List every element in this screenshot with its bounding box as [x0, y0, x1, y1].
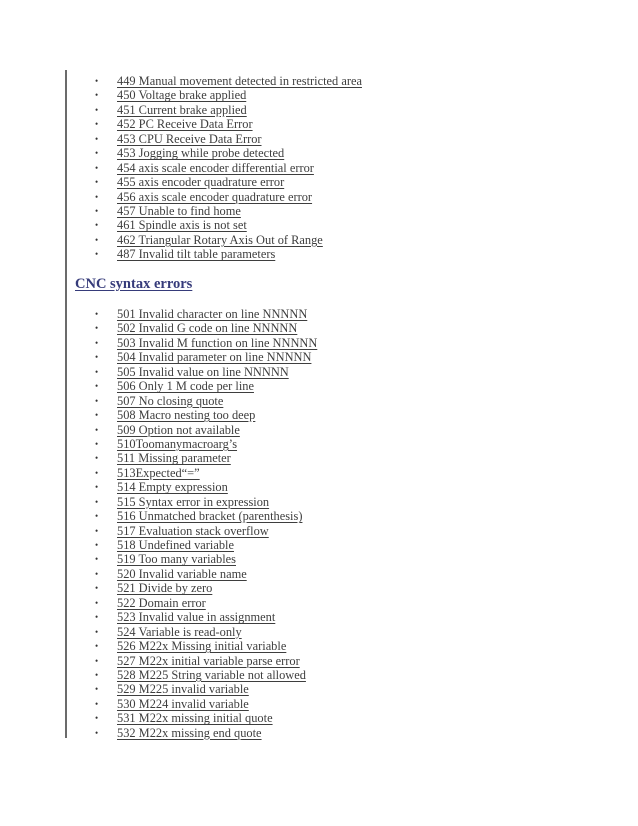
bullet-icon: •: [95, 249, 99, 260]
error-entry-link[interactable]: 513Expected“=”: [117, 465, 200, 480]
bullet-icon: •: [95, 467, 99, 478]
section-heading-cnc-syntax: CNC syntax errors: [75, 276, 193, 292]
error-entry-link[interactable]: 517 Evaluation stack overflow: [117, 523, 269, 538]
error-entry-link[interactable]: 509 Option not available: [117, 422, 240, 437]
error-entry-link[interactable]: 502 Invalid G code on line NNNNN: [117, 321, 298, 336]
error-entry-link[interactable]: 519 Too many variables: [117, 552, 236, 567]
bullet-icon: •: [95, 424, 99, 435]
error-entry-link[interactable]: 461 Spindle axis is not set: [117, 218, 247, 233]
bullet-icon: •: [95, 540, 99, 550]
error-entry-link[interactable]: 520 Invalid variable name: [117, 566, 247, 581]
error-entry-link[interactable]: 487 Invalid tilt table parameters: [117, 247, 276, 262]
error-entry-link[interactable]: 452 PC Receive Data Error: [117, 117, 253, 132]
bullet-icon: •: [95, 713, 99, 724]
error-entry-link[interactable]: 453 Jogging while probe detected: [117, 146, 285, 161]
error-entry-link[interactable]: 518 Undefined variable: [117, 538, 234, 552]
error-entry-link[interactable]: 510Toomanymacroarg’s: [117, 436, 238, 451]
bullet-icon: •: [95, 525, 99, 536]
bullet-icon: •: [95, 76, 99, 86]
bullet-icon: •: [95, 205, 99, 216]
bullet-icon: •: [95, 597, 99, 608]
bullet-icon: •: [95, 496, 99, 507]
error-entry-link[interactable]: 528 M225 String variable not allowed: [117, 667, 306, 682]
bullet-icon: •: [95, 612, 99, 623]
bullet-icon: •: [95, 234, 99, 245]
bullet-icon: •: [95, 323, 99, 334]
error-entry-link[interactable]: 531 M22x missing initial quote: [117, 711, 273, 726]
error-entry-link[interactable]: 449 Manual movement detected in restricted area: [117, 74, 362, 88]
bullet-icon: •: [95, 366, 99, 377]
error-entry-link[interactable]: 524 Variable is read-only: [117, 624, 242, 639]
error-entry-link[interactable]: 521 Divide by zero: [117, 581, 213, 596]
bullet-icon: •: [95, 148, 99, 159]
bullet-icon: •: [95, 669, 99, 680]
error-entry-link[interactable]: 506 Only 1 M code per line: [117, 379, 254, 394]
bullet-icon: •: [95, 309, 99, 319]
bullet-icon: •: [95, 583, 99, 594]
bullet-icon: •: [95, 177, 99, 188]
bullet-icon: •: [95, 337, 99, 348]
error-entry-link[interactable]: 523 Invalid value in assignment: [117, 610, 276, 625]
error-entry-link[interactable]: 515 Syntax error in expression: [117, 494, 270, 509]
bullet-icon: •: [95, 511, 99, 522]
bullet-icon: •: [95, 162, 99, 173]
error-entry-link[interactable]: 456 axis scale encoder quadrature error: [117, 189, 313, 204]
bullet-icon: •: [95, 568, 99, 579]
error-entry-link[interactable]: 508 Macro nesting too deep: [117, 408, 256, 423]
bullet-icon: •: [95, 381, 99, 392]
error-entry-link[interactable]: 526 M22x Missing initial variable: [117, 639, 287, 654]
error-entry-link[interactable]: 462 Triangular Rotary Axis Out of Range: [117, 232, 323, 247]
bullet-icon: •: [95, 133, 99, 144]
error-entry-link[interactable]: 505 Invalid value on line NNNNN: [117, 364, 289, 379]
error-entry-link[interactable]: 503 Invalid M function on line NNNNN: [117, 335, 318, 350]
bullet-icon: •: [95, 438, 99, 449]
error-entry-link[interactable]: 522 Domain error: [117, 595, 206, 610]
bullet-icon: •: [95, 626, 99, 637]
bullet-icon: •: [95, 191, 99, 202]
bullet-icon: •: [95, 104, 99, 115]
error-entry-link[interactable]: 529 M225 invalid variable: [117, 682, 249, 697]
error-entry-link[interactable]: 504 Invalid parameter on line NNNNN: [117, 350, 312, 365]
error-entry-link[interactable]: 514 Empty expression: [117, 480, 228, 495]
bullet-icon: •: [95, 554, 99, 565]
error-entry-link[interactable]: 527 M22x initial variable parse error: [117, 653, 300, 668]
bullet-icon: •: [95, 655, 99, 666]
bullet-icon: •: [95, 641, 99, 652]
error-entry-link[interactable]: 455 axis encoder quadrature error: [117, 175, 285, 190]
bullet-icon: •: [95, 220, 99, 231]
bullet-icon: •: [95, 698, 99, 709]
bullet-icon: •: [95, 410, 99, 421]
error-entry-link[interactable]: 501 Invalid character on line NNNNN: [117, 307, 308, 321]
error-entry-link[interactable]: 507 No closing quote: [117, 393, 224, 408]
bullet-icon: •: [95, 90, 99, 101]
error-entry-link[interactable]: 454 axis scale encoder differential error: [117, 160, 314, 175]
error-entry-link[interactable]: 511 Missing parameter: [117, 451, 231, 466]
bullet-icon: •: [95, 352, 99, 363]
error-entry-link[interactable]: 516 Unmatched bracket (parenthesis): [117, 509, 303, 524]
bullet-icon: •: [95, 482, 99, 493]
bullet-icon: •: [95, 119, 99, 130]
error-entry-link[interactable]: 451 Current brake applied: [117, 102, 247, 117]
bullet-icon: •: [95, 727, 99, 738]
error-entry-link[interactable]: 530 M224 invalid variable: [117, 696, 249, 711]
bullet-icon: •: [95, 684, 99, 695]
error-entry-link[interactable]: 453 CPU Receive Data Error: [117, 131, 262, 146]
error-entry-link[interactable]: 532 M22x missing end quote: [117, 725, 262, 740]
left-margin-rule: [65, 70, 67, 738]
error-entry-link[interactable]: 457 Unable to find home: [117, 203, 241, 218]
bullet-icon: •: [95, 395, 99, 406]
error-entry-link[interactable]: 450 Voltage brake applied: [117, 88, 247, 103]
bullet-icon: •: [95, 453, 99, 464]
